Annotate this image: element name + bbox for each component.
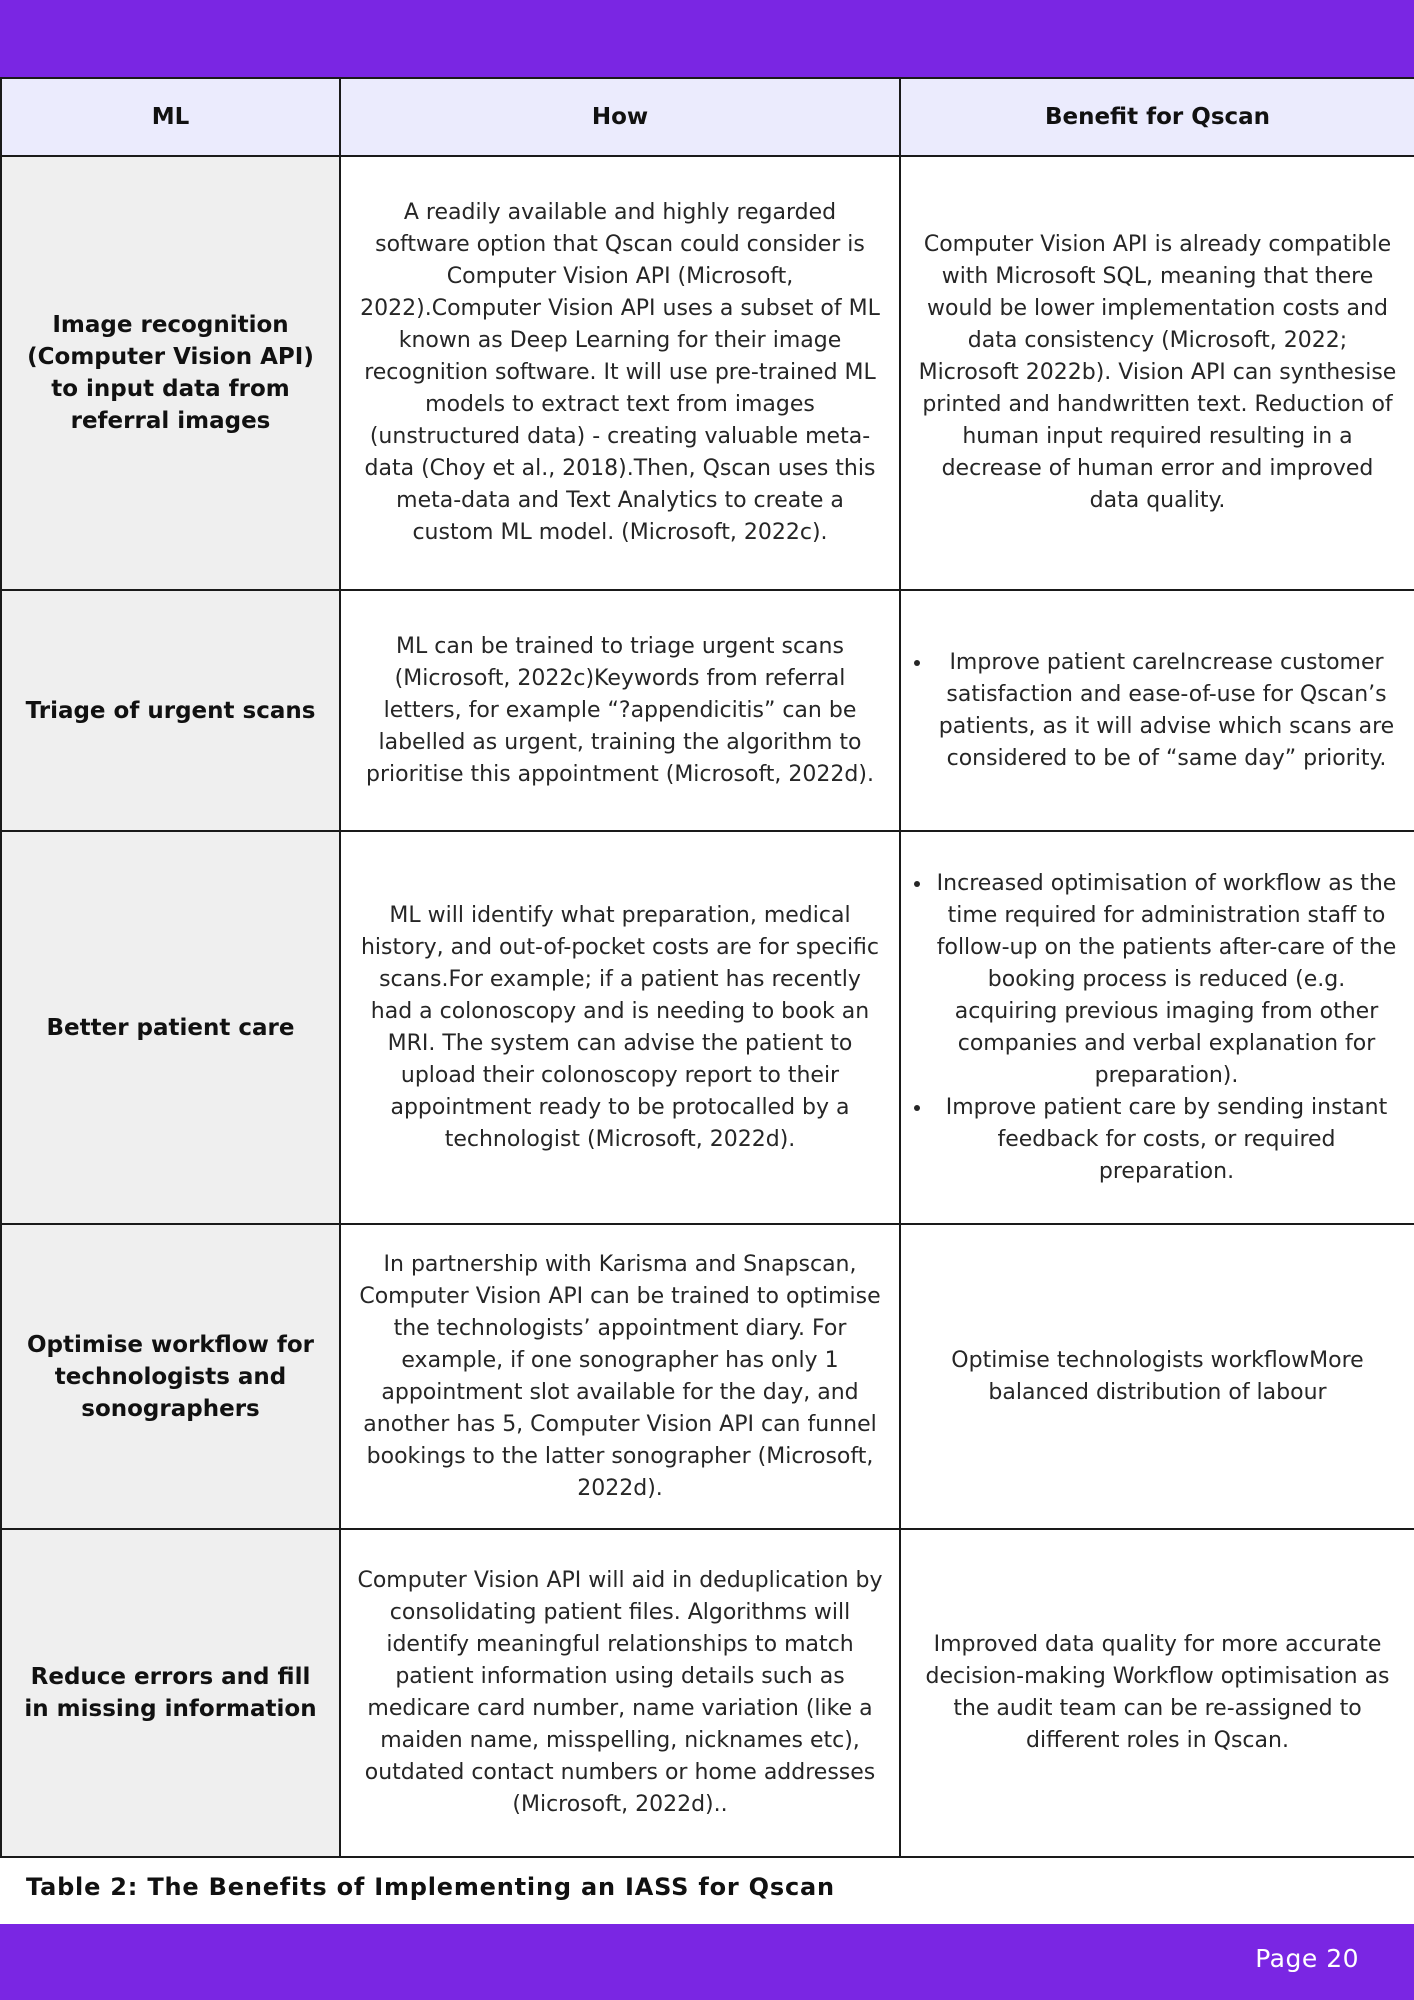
header-benefit: Benefit for Qscan [900,78,1414,156]
table-row [1,831,1414,1224]
row-benefit-list [900,831,1414,1224]
top-banner [0,0,1414,77]
table-row [1,590,1414,831]
benefits-table [0,77,1414,1858]
benefit-bullet: • Improve patient careIncrease customer satisfaction and ease-of-use for Qscan’s patients, as it will advise which scans are considered to be of “same day” priority. [933,647,1400,775]
row-benefit-text: Improved data quality for more accurate decision-making Workflow optimisation as the audit team can be re-assigned to different roles in Qscan. [900,1529,1414,1857]
benefit-bullet: • Improve patient care by sending instant feedback for costs, or required preparation. [933,1092,1400,1188]
row-how-text: ML can be trained to triage urgent scans (Microsoft, 2022c)Keywords from referral letters, for example “?appendicitis” can be labelled as urgent, training the algorithm to prioritise this appointment (Microsoft, 2022d). [340,590,900,831]
benefit-bullet: • Increased optimisation of workflow as the time required for administration staff to follow-up on the patients after-care of the booking process is reduced (e.g. acquiring previous imaging from other companies and verbal explanation for preparation). [933,868,1400,1092]
table-row [1,156,1414,590]
table-row [1,1224,1414,1529]
table-caption: Table 2: The Benefits of Implementing an IASS for Qscan [26,1873,835,1901]
row-benefit-text: Computer Vision API is already compatible with Microsoft SQL, meaning that there would be lower implementation costs and data consistency (Microsoft, 2022; Microsoft 2022b). Vision API can synthesise printed and handwritten text. Reduction of human input required resulting in a decrease of human error and improved data quality. [900,156,1414,590]
row-ml-label: Optimise workflow for technologists and sonographers [1,1224,340,1529]
row-ml-label: Image recognition (Computer Vision API) to input data from referral images [1,156,340,590]
table-header-row [1,78,1414,156]
row-benefit-text: Optimise technologists workflowMore balanced distribution of labour [900,1224,1414,1529]
row-how-text: Computer Vision API will aid in deduplication by consolidating patient files. Algorithms will identify meaningful relationships to match patient information using details such as medicare card number, name variation (like a maiden name, misspelling, nicknames etc), outdated contact numbers or home addresses (Microsoft, 2022d).. [340,1529,900,1857]
row-ml-label: Reduce errors and fill in missing information [1,1529,340,1857]
row-benefit-list [900,590,1414,831]
row-how-text: A readily available and highly regarded software option that Qscan could consider is Computer Vision API (Microsoft, 2022).Computer Vision API uses a subset of ML known as Deep Learning for their image recognition software. It will use pre-trained ML models to extract text from images (unstructured data) - creating valuable meta-data (Choy et al., 2018).Then, Qscan uses this meta-data and Text Analytics to create a custom ML model. (Microsoft, 2022c). [340,156,900,590]
header-ml: ML [1,78,340,156]
row-ml-label: Better patient care [1,831,340,1224]
table-row [1,1529,1414,1857]
footer-bar [0,1924,1414,2000]
row-ml-label: Triage of urgent scans [1,590,340,831]
page-number: Page 20 [1255,1944,1359,1973]
row-how-text: In partnership with Karisma and Snapscan, Computer Vision API can be trained to optimise the technologists’ appointment diary. For example, if one sonographer has only 1 appointment slot available for the day, and another has 5, Computer Vision API can funnel bookings to the latter sonographer (Microsoft, 2022d). [340,1224,900,1529]
row-how-text: ML will identify what preparation, medical history, and out-of-pocket costs are for specific scans.For example; if a patient has recently had a colonoscopy and is needing to book an MRI. The system can advise the patient to upload their colonoscopy report to their appointment ready to be protocalled by a technologist (Microsoft, 2022d). [340,831,900,1224]
header-how: How [340,78,900,156]
